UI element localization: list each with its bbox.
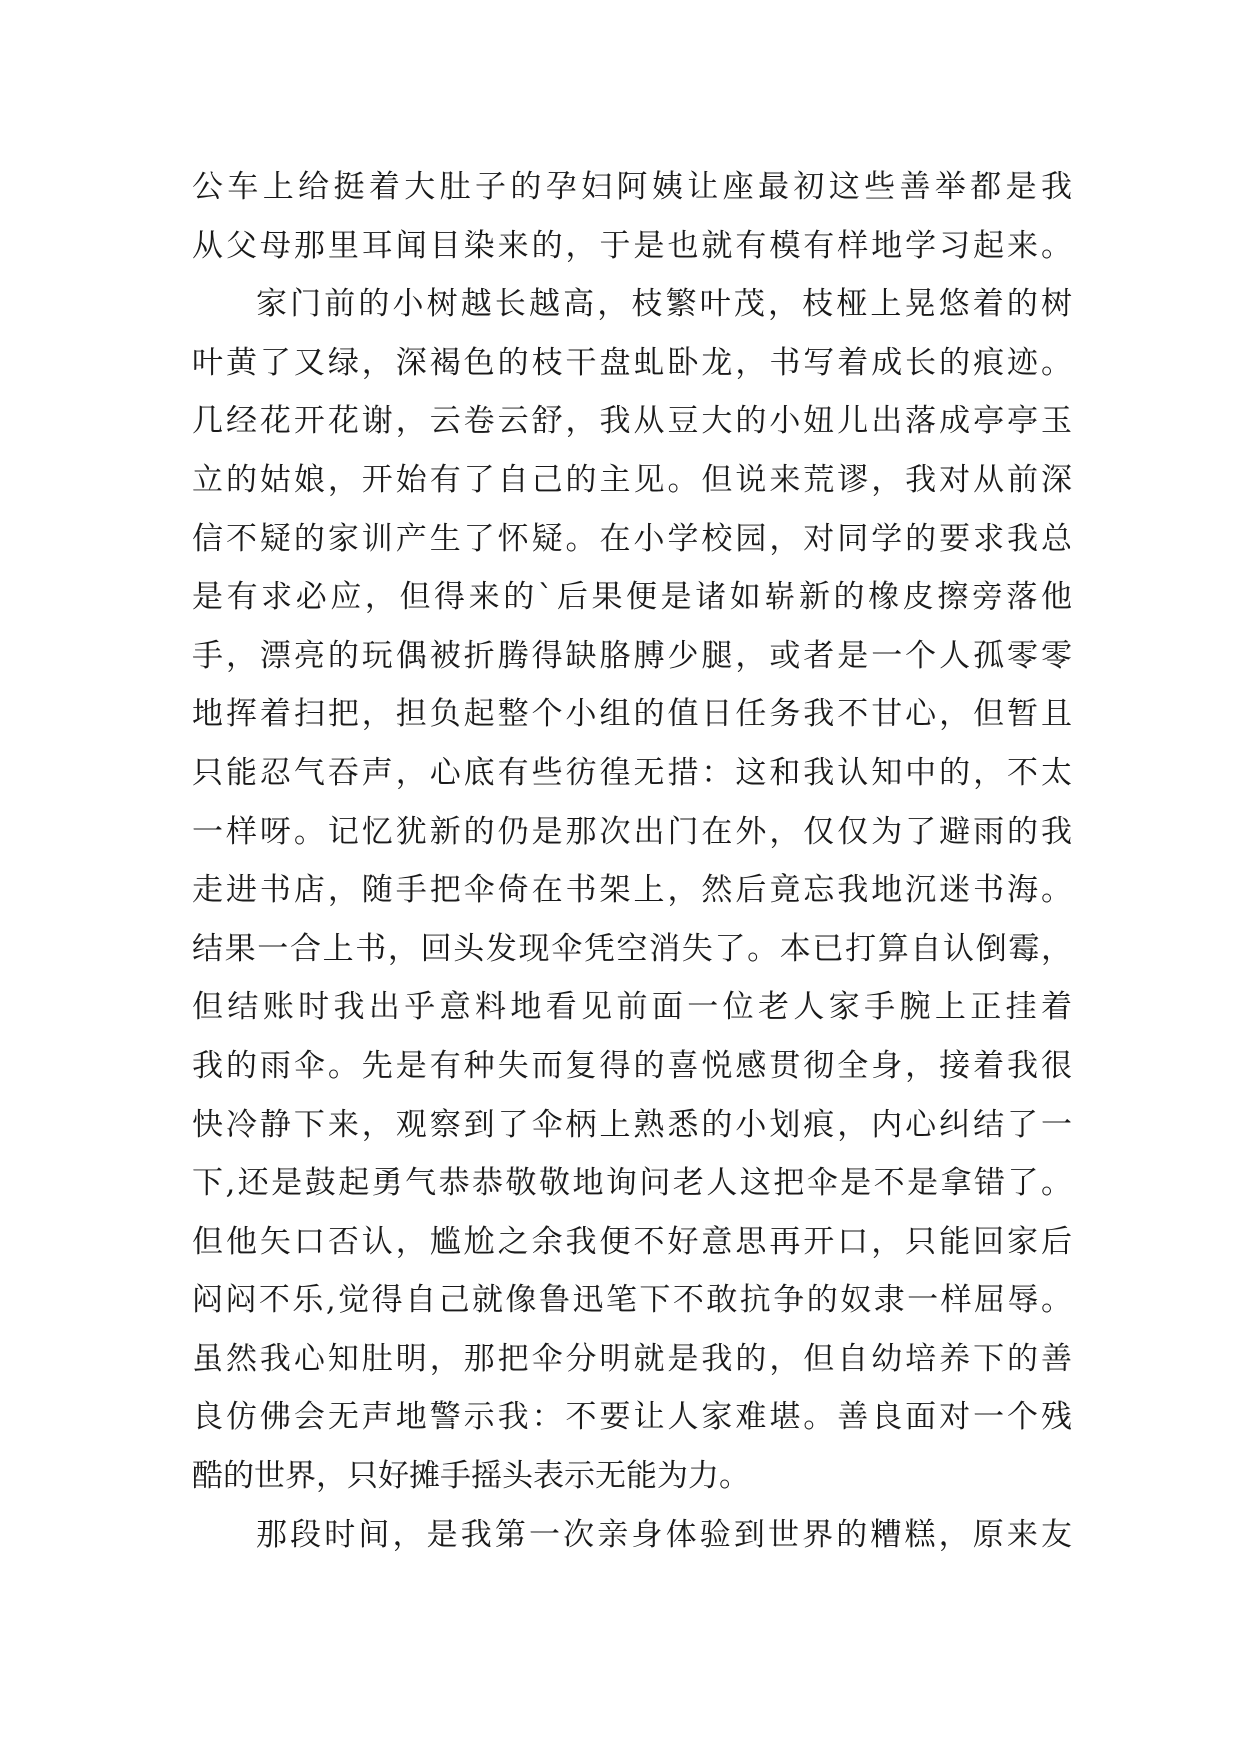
body-text <box>192 158 1072 1564</box>
text-line: 但结账时我出乎意料地看见前面一位老人家手腕上正挂着 <box>192 989 1072 1026</box>
text-line: 手，漂亮的玩偶被折腾得缺胳膊少腿，或者是一个人孤零零 <box>192 637 1072 674</box>
text-line: 结果一合上书，回头发现伞凭空消失了。本已打算自认倒霉， <box>192 930 1072 967</box>
text-line: 走进书店，随手把伞倚在书架上，然后竟忘我地沉迷书海。 <box>192 872 1072 909</box>
paragraph-first-line: 家门前的小树越长越高，枝繁叶茂，枝桠上晃悠着的树 <box>256 286 1072 323</box>
paragraph-first-line: 那段时间，是我第一次亲身体验到世界的糟糕，原来友 <box>256 1516 1072 1553</box>
text-line: 公车上给挺着大肚子的孕妇阿姨让座最初这些善举都是我 <box>192 169 1072 205</box>
text-line: 虽然我心知肚明，那把伞分明就是我的，但自幼培养下的善 <box>192 1340 1072 1377</box>
text-line: 是有求必应，但得来的`后果便是诸如崭新的橡皮擦旁落他 <box>192 579 1072 616</box>
text-line: 我的雨伞。先是有种失而复得的喜悦感贯彻全身，接着我很 <box>192 1047 1072 1084</box>
text-line: 地挥着扫把，担负起整个小组的值日任务我不甘心，但暂且 <box>192 696 1072 733</box>
text-line: 叶黄了又绿，深褐色的枝干盘虬卧龙，书写着成长的痕迹。 <box>192 344 1072 381</box>
text-line: 下,还是鼓起勇气恭恭敬敬地询问老人这把伞是不是拿错了。 <box>192 1165 1072 1202</box>
text-line: 良仿佛会无声地警示我：不要让人家难堪。善良面对一个残 <box>192 1399 1072 1436</box>
text-line: 闷闷不乐,觉得自己就像鲁迅笔下不敢抗争的奴隶一样屈辱。 <box>192 1282 1072 1319</box>
text-line: 立的姑娘，开始有了自己的主见。但说来荒谬，我对从前深 <box>192 461 1072 498</box>
paragraph-last-line: 酷的世界，只好摊手摇头表示无能为力。 <box>192 1458 750 1495</box>
text-line: 但他矢口否认，尴尬之余我便不好意思再开口，只能回家后 <box>192 1223 1072 1260</box>
text-line: 信不疑的家训产生了怀疑。在小学校园，对同学的要求我总 <box>192 520 1072 557</box>
text-line: 只能忍气吞声，心底有些彷徨无措：这和我认知中的，不太 <box>192 754 1072 791</box>
text-line: 一样呀。记忆犹新的仍是那次出门在外，仅仅为了避雨的我 <box>192 813 1072 850</box>
text-line: 快冷静下来，观察到了伞柄上熟悉的小划痕，内心纠结了一 <box>192 1106 1072 1143</box>
text-line: 从父母那里耳闻目染来的，于是也就有模有样地学习起来。 <box>192 227 1072 264</box>
text-line: 几经花开花谢，云卷云舒，我从豆大的小妞儿出落成亭亭玉 <box>192 403 1072 440</box>
